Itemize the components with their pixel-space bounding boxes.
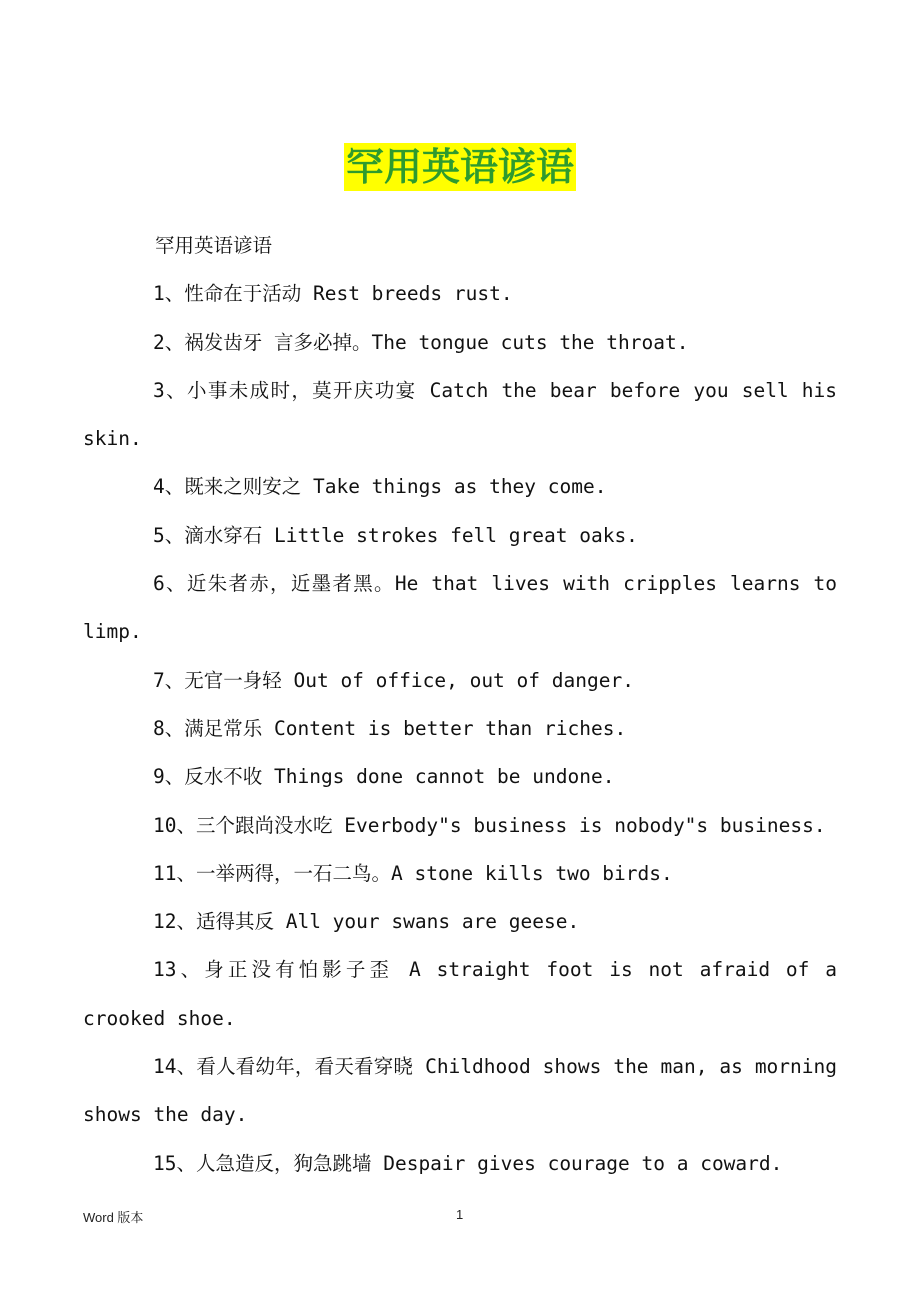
- proverb-item-8: 8、满足常乐 Content is better than riches.: [153, 716, 627, 740]
- document-body: [83, 222, 837, 1188]
- proverb-item-7: 7、无官一身轻 Out of office, out of danger.: [153, 668, 634, 692]
- proverb-item-14: 14、看人看幼年，看天看穿晓 Childhood shows the man, as morning shows the day.: [83, 1055, 837, 1127]
- subtitle-line: 罕用英语谚语: [155, 234, 273, 257]
- proverb-item-2: 2、祸发齿牙 言多必掉。The tongue cuts the throat.: [153, 330, 689, 354]
- proverb-item-5: 5、滴水穿石 Little strokes fell great oaks.: [153, 523, 638, 547]
- proverb-item-9: 9、反水不收 Things done cannot be undone.: [153, 765, 615, 789]
- proverb-item-4: 4、既来之则安之 Take things as they come.: [153, 475, 607, 499]
- proverb-item-1: 1、性命在于活动 Rest breeds rust.: [153, 282, 513, 306]
- footer-page-number: 1: [456, 1207, 464, 1222]
- title-wrap: [0, 143, 920, 191]
- proverb-item-12: 12、适得其反 All your swans are geese.: [153, 910, 580, 934]
- proverb-item-13: 13、身正没有怕影子歪 A straight foot is not afraid of a crooked shoe.: [83, 958, 837, 1030]
- document-title: 罕用英语谚语: [345, 144, 574, 189]
- footer-label: Word 版本: [83, 1210, 144, 1225]
- proverb-item-10: 10、三个跟尚没水吃 Everbody"s business is nobody"s business.: [153, 813, 826, 837]
- proverb-item-3: 3、小事未成时，莫开庆功宴 Catch the bear before you sell his skin.: [83, 378, 837, 451]
- proverb-item-11: 11、一举两得，一石二鸟。A stone kills two birds.: [153, 861, 673, 885]
- proverb-item-6: 6、近朱者赤，近墨者黑。He that lives with cripples learns to limp.: [83, 572, 837, 644]
- proverb-item-15: 15、人急造反，狗急跳墙 Despair gives courage to a coward.: [153, 1151, 783, 1175]
